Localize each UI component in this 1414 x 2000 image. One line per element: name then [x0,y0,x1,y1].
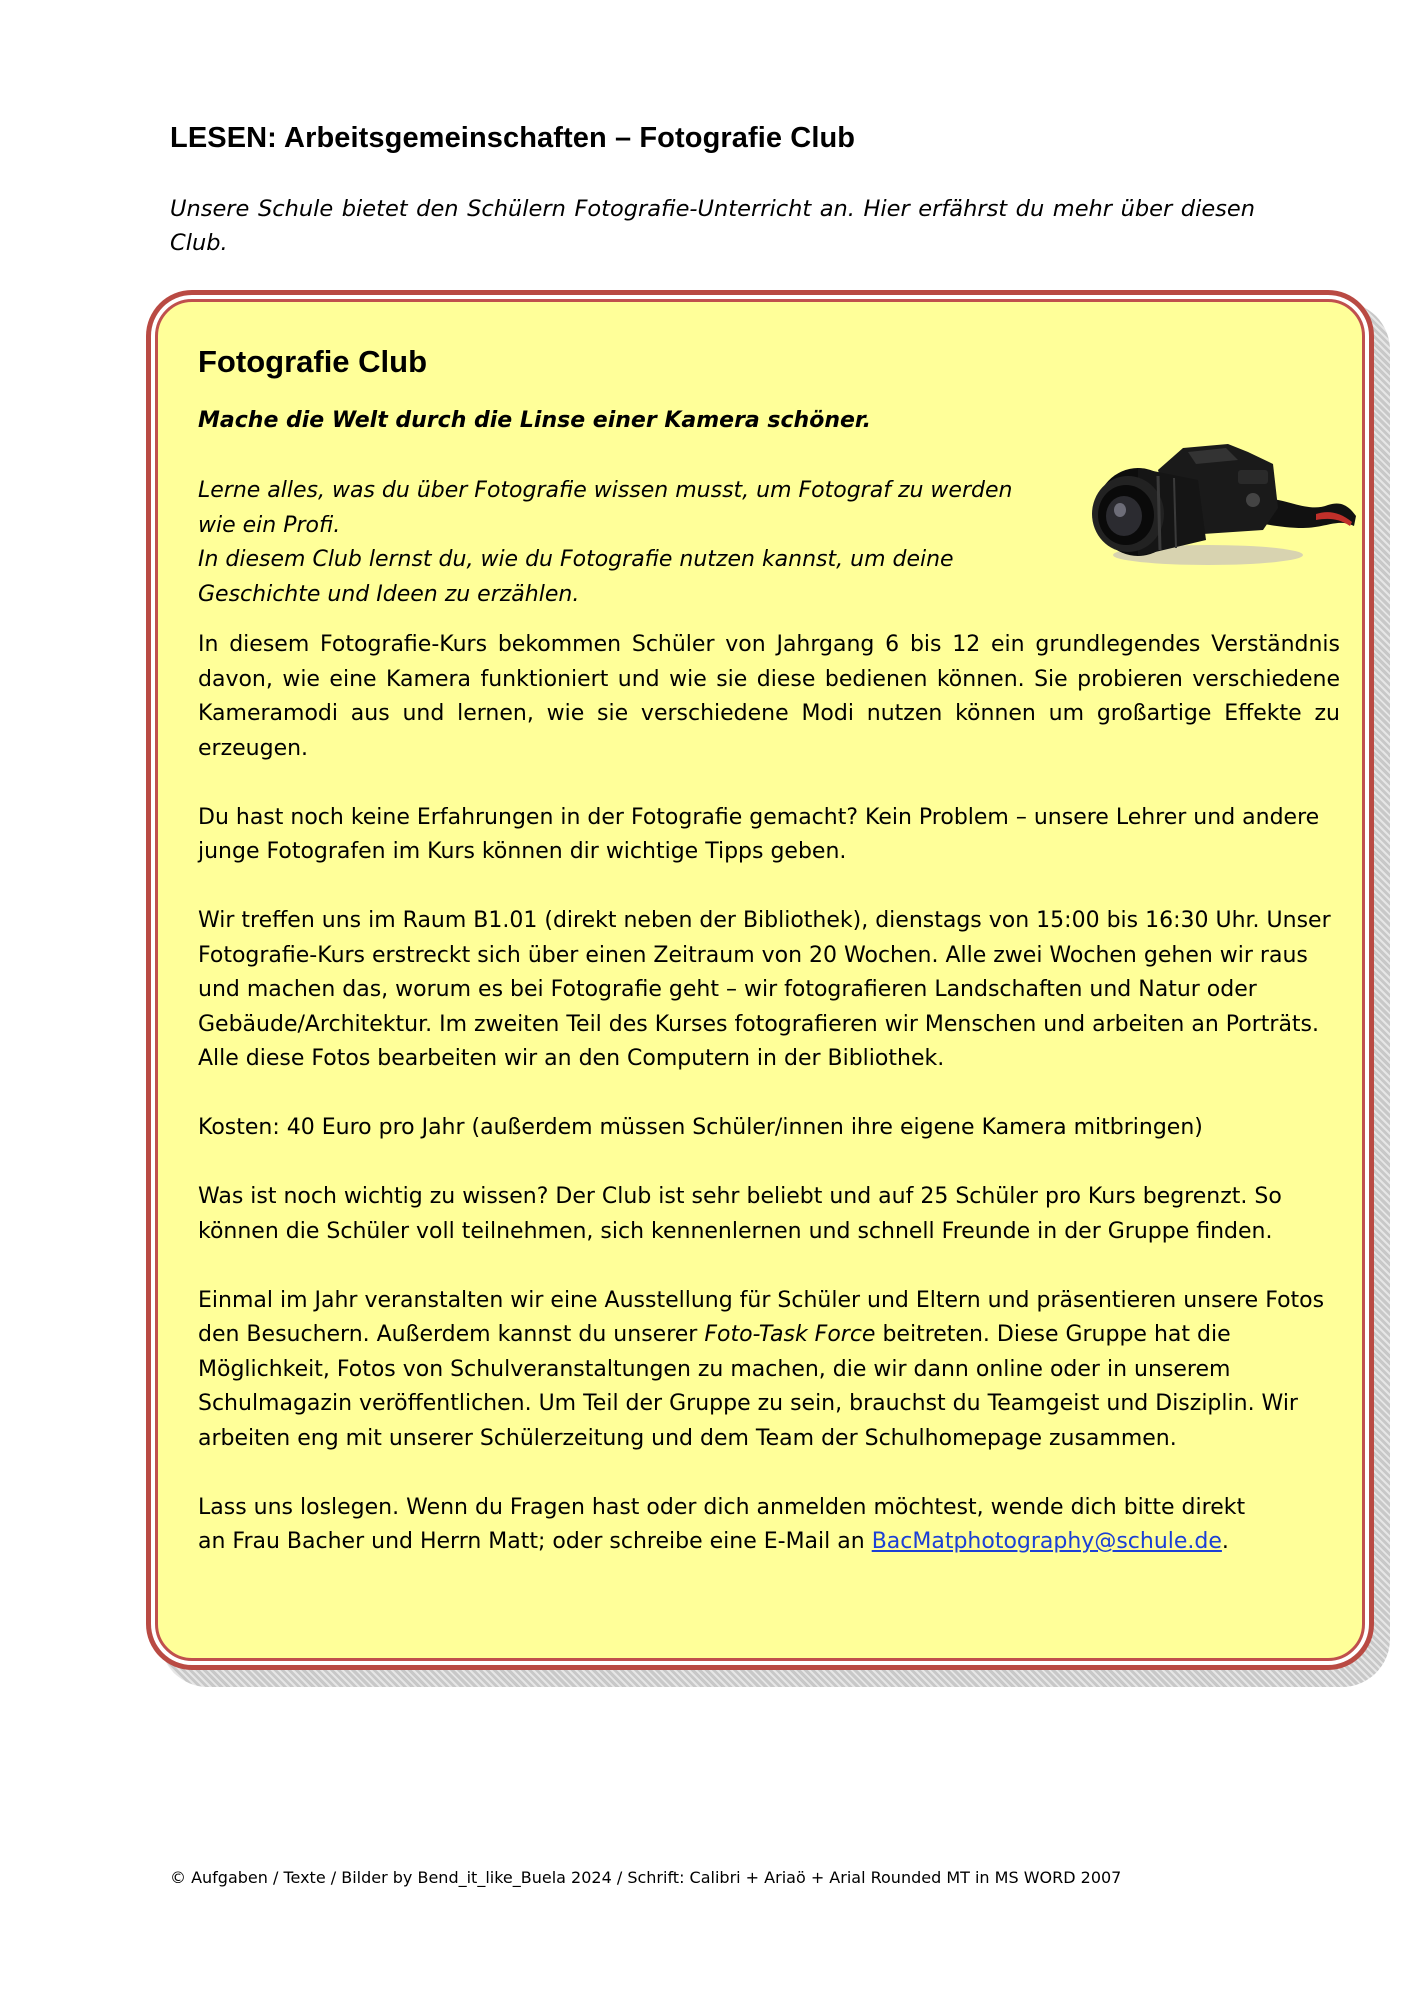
paragraph-schedule: Wir treffen uns im Raum B1.01 (direkt neben der Bibliothek), dienstags von 15:00 bis 16:30 Uhr. Unser Fotografie-Kurs erstreckt sich über einen Zeitraum von 20 Wochen. Alle zwei Wochen gehen wir raus und machen das, worum es bei Fotografie geht – wir fotografieren Landschaften und Natur oder Gebäude/Architektur. Im zweiten Teil des Kurses fotografieren wir Menschen und arbeiten an Porträts. Alle diese Fotos bearbeiten wir an den Computern in der Bibliothek. [198,908,1331,1071]
paragraph-exhibition: Einmal im Jahr veranstalten wir eine Ausstellung für Schüler und Eltern und präsentieren unsere Fotos den Besuchern. Außerdem kannst du unserer Foto-Task Force beitreten. Diese Gruppe hat die Möglichkeit, Fotos von Schulveranstaltungen zu machen, die wir dann online oder in unserem Schulmagazin veröffentlichen. Um Teil der Gruppe zu sein, brauchst du Teamgeist und Disziplin. Wir arbeiten eng mit unserer Schülerzeitung und dem Team der Schulhomepage zusammen. [198,1287,1325,1451]
paragraph-limit: Was ist noch wichtig zu wissen? Der Club ist sehr beliebt und auf 25 Schüler pro Kurs begrenzt. So können die Schüler voll teilnehmen, sich kennenlernen und schnell Freunde in der Gruppe finden. [198,1184,1282,1244]
email-link[interactable]: BacMatphotography@schule.de [871,1529,1222,1554]
italic-line: Geschichte und Ideen zu erzählen. [198,581,580,607]
paragraph-course-intro: In diesem Fotografie-Kurs bekommen Schüler von Jahrgang 6 bis 12 ein grundlegendes Verständnis davon, wie eine Kamera funktioniert und wie sie diese bedienen können. Sie probieren verschiedene Kameramodi aus und lernen, wie sie verschiedene Modi nutzen können um großartige Effekte zu erzeugen. [198,632,1340,761]
italic-line: Lerne alles, was du über Fotografie wissen musst, um Fotograf zu werden [198,478,1013,503]
card-title: Fotografie Club [198,344,428,379]
paragraph-contact: Lass uns loslegen. Wenn du Fragen hast oder dich anmelden möchtest, wende dich bitte direkt an Frau Bacher und Herrn Matt; oder schreibe eine E-Mail an BacMatphotography@schule.de. [198,1494,1246,1554]
camera-icon [1088,430,1358,575]
italic-line: wie ein Profi. [198,512,341,538]
card-body-text [198,628,1340,1594]
intro-italic-block [198,474,1028,612]
footer-credits: © Aufgaben / Texte / Bilder by Bend_it_like_Buela 2024 / Schrift: Calibri + Ariaö + Arial Rounded MT in MS WORD 2007 [170,1868,1122,1887]
club-card-body [155,299,1365,1661]
page-title: LESEN: Arbeitsgemeinschaften – Fotografie Club [170,122,856,154]
paragraph-experience: Du hast noch keine Erfahrungen in der Fotografie gemacht? Kein Problem – unsere Lehrer und andere junge Fotografen im Kurs können dir wichtige Tipps geben. [198,804,1320,864]
card-slogan: Mache die Welt durch die Linse einer Kamera schöner. [198,408,871,433]
task-force-name: Foto-Task Force [704,1322,876,1347]
paragraph-costs: Kosten: 40 Euro pro Jahr (außerdem müssen Schüler/innen ihre eigene Kamera mitbringen) [198,1115,1203,1140]
italic-line: In diesem Club lernst du, wie du Fotografie nutzen kannst, um deine [198,547,954,572]
club-card [146,290,1374,1670]
intro-text: Unsere Schule bietet den Schülern Fotografie-Unterricht an. Hier erfährst du mehr über diesen Club. [170,196,1255,256]
